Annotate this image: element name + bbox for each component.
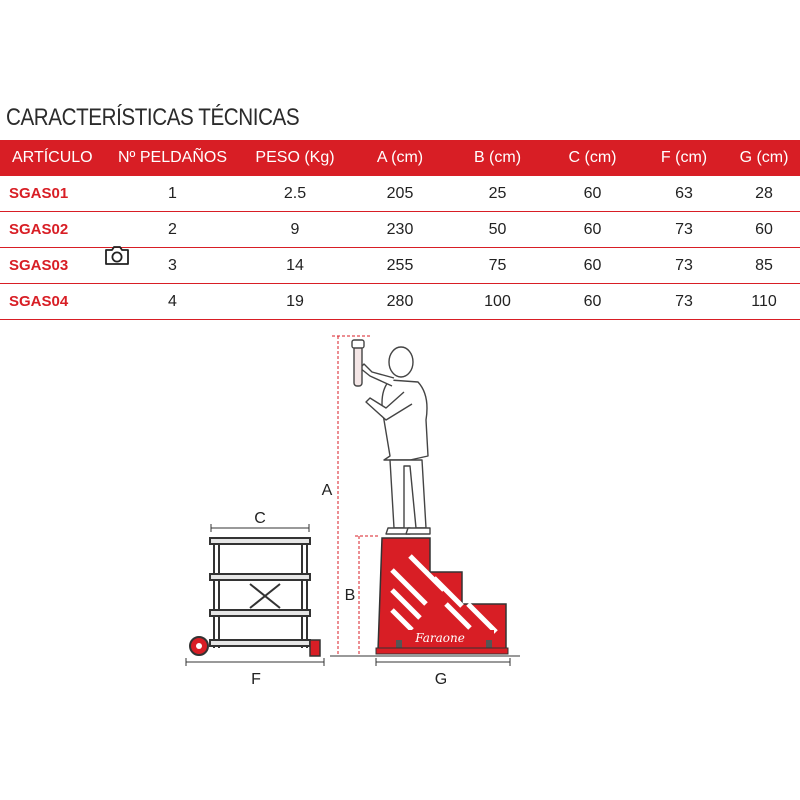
label-f: F bbox=[251, 671, 261, 688]
cell-peldanos: 2 bbox=[105, 212, 240, 248]
dimension-b bbox=[355, 536, 380, 656]
cell-peso: 2.5 bbox=[240, 176, 350, 212]
label-g: G bbox=[434, 671, 448, 688]
dimension-a bbox=[332, 336, 370, 656]
cell-f: 73 bbox=[640, 284, 728, 320]
cell-c: 60 bbox=[545, 176, 640, 212]
cell-f: 73 bbox=[640, 212, 728, 248]
cell-g: 110 bbox=[728, 284, 800, 320]
header-peso: PESO (Kg) bbox=[240, 140, 350, 176]
cell-c: 60 bbox=[545, 248, 640, 284]
label-c: C bbox=[254, 510, 266, 527]
header-b: B (cm) bbox=[450, 140, 545, 176]
cell-a: 205 bbox=[350, 176, 450, 212]
cell-f: 73 bbox=[640, 248, 728, 284]
foot-icon bbox=[310, 640, 320, 656]
header-c: C (cm) bbox=[545, 140, 640, 176]
dimension-g bbox=[376, 658, 510, 666]
label-a: A bbox=[321, 482, 333, 499]
cell-articulo[interactable]: SGAS02 bbox=[0, 212, 105, 248]
header-a: A (cm) bbox=[350, 140, 450, 176]
cell-b: 100 bbox=[450, 284, 545, 320]
cell-a: 280 bbox=[350, 284, 450, 320]
cell-peldanos: 4 bbox=[105, 284, 240, 320]
label-b: B bbox=[344, 587, 356, 604]
cell-b: 75 bbox=[450, 248, 545, 284]
step-platform bbox=[376, 538, 508, 654]
header-g: G (cm) bbox=[728, 140, 800, 176]
cell-peso: 9 bbox=[240, 212, 350, 248]
cell-articulo[interactable]: SGAS04 bbox=[0, 284, 105, 320]
section-title: CARACTERÍSTICAS TÉCNICAS bbox=[6, 104, 300, 131]
cell-articulo[interactable]: SGAS01 bbox=[0, 176, 105, 212]
cell-b: 50 bbox=[450, 212, 545, 248]
cell-peldanos: 1 bbox=[105, 176, 240, 212]
header-f: F (cm) bbox=[640, 140, 728, 176]
cell-peldanos: 3 bbox=[105, 248, 240, 284]
cell-c: 60 bbox=[545, 212, 640, 248]
cell-a: 255 bbox=[350, 248, 450, 284]
cell-b: 25 bbox=[450, 176, 545, 212]
articulo-label: SGAS03 bbox=[9, 257, 69, 274]
cell-a: 230 bbox=[350, 212, 450, 248]
dimension-f bbox=[186, 658, 324, 666]
cell-g: 60 bbox=[728, 212, 800, 248]
cell-c: 60 bbox=[545, 284, 640, 320]
cell-f: 63 bbox=[640, 176, 728, 212]
brand-label: Faraone bbox=[415, 631, 465, 645]
cell-peso: 19 bbox=[240, 284, 350, 320]
cell-peso: 14 bbox=[240, 248, 350, 284]
header-peldanos: Nº PELDAÑOS bbox=[105, 140, 240, 176]
person-illustration bbox=[352, 340, 430, 534]
cell-g: 85 bbox=[728, 248, 800, 284]
header-articulo: ARTÍCULO bbox=[0, 140, 105, 176]
cell-g: 28 bbox=[728, 176, 800, 212]
side-view-platform bbox=[210, 538, 310, 648]
